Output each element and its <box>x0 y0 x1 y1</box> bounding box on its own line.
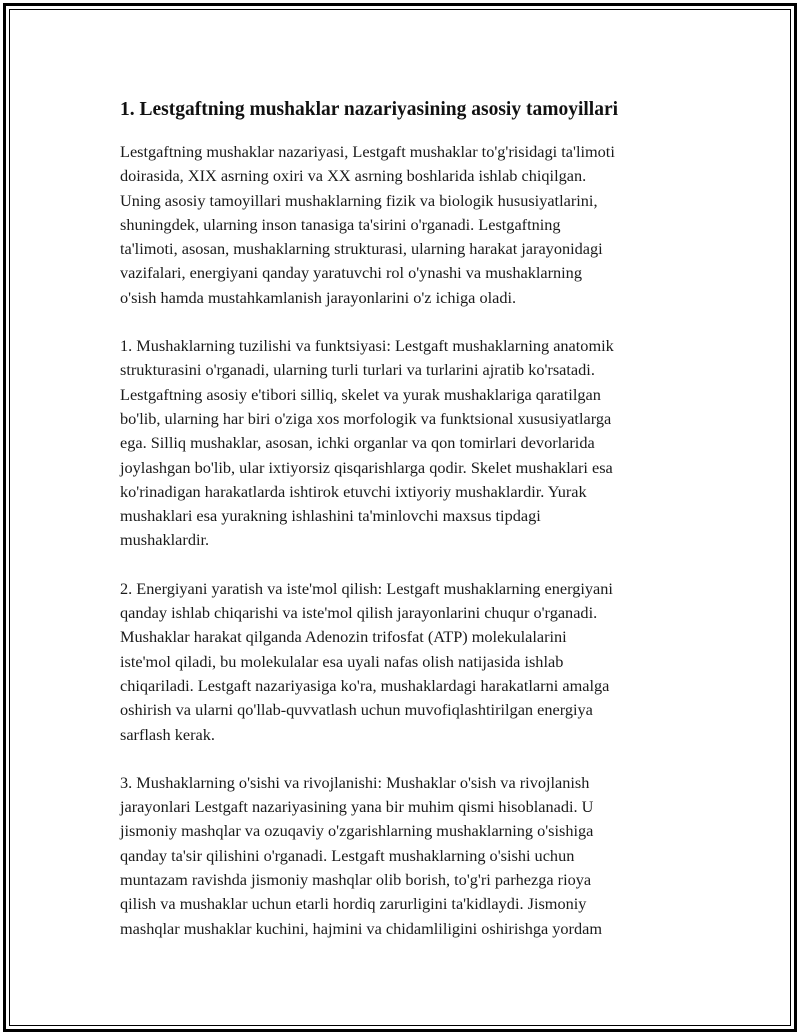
document-body <box>120 97 690 965</box>
paragraph-line: qilish va mushaklar uchun etarli hordiq zarurligini ta'kidlaydi. Jismoniy <box>120 894 587 914</box>
paragraph-line: jarayonlari Lestgaft nazariyasining yana bir muhim qismi hisoblanadi. U <box>120 797 594 817</box>
paragraph-line: shuningdek, ularning inson tanasiga ta'sirini o'rganadi. Lestgaftning <box>120 214 561 234</box>
paragraph-line: jismoniy mashqlar va ozuqaviy o'zgarishlarning mushaklarning o'sishiga <box>120 821 594 841</box>
paragraph-line: o'sish hamda mustahkamlanish jarayonlarini o'z ichiga oladi. <box>120 287 517 307</box>
paragraph-line: doirasida, XIX asrning oxiri va XX asrning boshlarida ishlab chiqilgan. <box>120 166 587 186</box>
paragraph-line: sarflash kerak. <box>120 724 215 744</box>
paragraph-line: chiqariladi. Lestgaft nazariyasiga ko'ra, mushaklardagi harakatlarni amalga <box>120 675 610 695</box>
paragraph-line: Lestgaftning asosiy e'tibori silliq, skelet va yurak mushaklariga qaratilgan <box>120 384 601 404</box>
paragraph-line: strukturasini o'rganadi, ularning turli turlari va turlarini ajratib ko'rsatadi. <box>120 360 595 380</box>
paragraph-line: muntazam ravishda jismoniy mashqlar olib borish, to'g'ri parhezga rioya <box>120 870 592 890</box>
paragraph-line: ko'rinadigan harakatlarda ishtirok etuvchi ixtiyoriy mushaklardir. Yurak <box>120 481 587 501</box>
paragraph-line: Mushaklar harakat qilganda Adenozin trifosfat (ATP) molekulalarini <box>120 627 567 647</box>
paragraph-line: Lestgaftning mushaklar nazariyasi, Lestgaft mushaklar to'g'risidagi ta'limoti <box>120 142 615 161</box>
paragraph-line: mushaklardir. <box>120 530 210 550</box>
paragraph <box>120 334 690 553</box>
paragraph-line: qanday ta'sir qilishini o'rganadi. Lestgaft mushaklarning o'sishi uchun <box>120 845 575 865</box>
paragraph-line: ta'limoti, asosan, mushaklarning strukturasi, ularning harakat jarayonidagi <box>120 239 603 259</box>
paragraph-line: oshirish va ularni qo'llab-quvvatlash uchun muvofiqlashtirilgan energiya <box>120 700 593 720</box>
paragraph-line: ega. Silliq mushaklar, asosan, ichki organlar va qon tomirlari devorlarida <box>120 433 595 453</box>
page-border <box>3 3 797 1032</box>
paragraph-line: mushaklari esa yurakning ishlashini ta'minlovchi maxsus tipdagi <box>120 506 541 526</box>
paragraph-line: Uning asosiy tamoyillari mushaklarning fizik va biologik hususiyatlarini, <box>120 190 598 210</box>
paragraph-line: iste'mol qiladi, bu molekulalar esa uyali nafas olish natijasida ishlab <box>120 651 564 671</box>
paragraph-line: 3. Mushaklarning o'sishi va rivojlanishi: Mushaklar o'sish va rivojlanish <box>120 772 590 792</box>
paragraph-line: vazifalari, energiyani qanday yaratuvchi rol o'ynashi va mushaklarning <box>120 263 582 283</box>
paragraph <box>120 771 690 941</box>
paragraph-line: 2. Energiyani yaratish va iste'mol qilish: Lestgaft mushaklarning energiyani <box>120 578 613 598</box>
paragraph <box>120 140 690 310</box>
paragraph-line: bo'lib, ularning har biri o'ziga xos morfologik va funktsional xususiyatlarga <box>120 408 612 428</box>
paragraph-line: qanday ishlab chiqarishi va iste'mol qilish jarayonlarini chuqur o'rganadi. <box>120 603 598 623</box>
paragraph-list <box>120 140 690 941</box>
paragraph-line: mashqlar mushaklar kuchini, hajmini va chidamliligini oshirishga yordam <box>120 918 603 938</box>
paragraph-line: 1. Mushaklarning tuzilishi va funktsiyasi: Lestgaft mushaklarning anatomik <box>120 336 614 356</box>
paragraph <box>120 577 690 747</box>
paragraph-line: joylashgan bo'lib, ular ixtiyorsiz qisqarishlarga qodir. Skelet mushaklari esa <box>120 457 613 477</box>
section-heading: 1. Lestgaftning mushaklar nazariyasining asosiy tamoyillari <box>120 99 619 120</box>
